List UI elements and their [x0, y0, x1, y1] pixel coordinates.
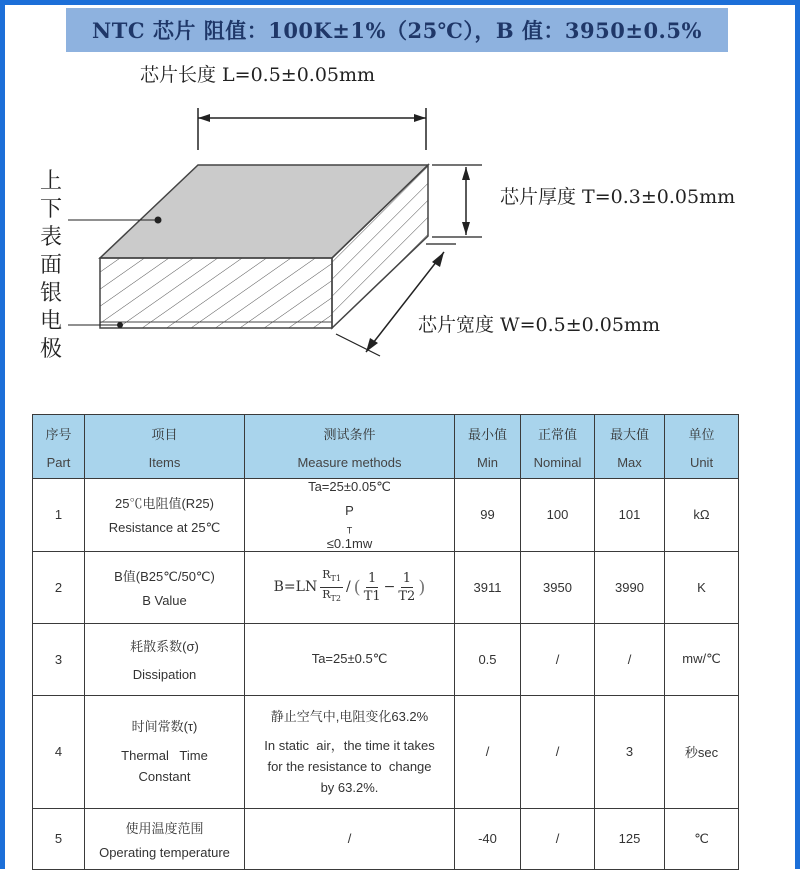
chip-front-face — [100, 258, 332, 328]
electrode-label: 上 下 表 面 银 电 极 — [39, 169, 62, 362]
b-value-formula: B=LN $\frac{R_{T1}}{R_{T2}}$ / ( $\frac{1}{T1}$ − $\frac{1}{T2}$ ) — [245, 551, 455, 623]
header-part: 序号 Part — [33, 415, 85, 479]
spec-table — [32, 414, 739, 870]
header-min: 最小值 Min — [455, 415, 521, 479]
header-methods: 测试条件 Measure methods — [245, 415, 455, 479]
chip-diagram — [0, 60, 800, 390]
length-label: 芯片长度 L=0.5±0.05mm — [140, 64, 376, 86]
table-row: 3 耗散系数(σ) Dissipation Ta=25±0.5℃ 0.5 / / mw/℃ — [33, 623, 739, 695]
width-label: 芯片宽度 W=0.5±0.05mm — [418, 314, 660, 336]
header-nominal: 正常值 Nominal — [521, 415, 595, 479]
header-max: 最大值 Max — [595, 415, 665, 479]
spec-banner: NTC 芯片 阻值：100K±1%（25℃），B 值：3950±0.5% — [66, 8, 728, 52]
table-row: 2 B值(B25℃/50℃) B Value B=LN $\frac{R_{T1}}{R_{T2}}$ / ( $\frac{1}{T1}$ − $\frac{1}{T2}$ ) 3911 3950 3990 K — [33, 551, 739, 623]
table-header-row — [33, 415, 739, 479]
table-row: 4 时间常数(τ) Thermal Time Constant 静止空气中,电阻变化63.2% In static air，the time it takes for the resistance to change by 63.2%. / / 3 秒sec — [33, 695, 739, 808]
thickness-label: 芯片厚度 T=0.3±0.05mm — [500, 186, 736, 208]
table-row: 5 使用温度范围 Operating temperature / -40 / 125 ℃ — [33, 808, 739, 869]
header-items: 项目 Items — [85, 415, 245, 479]
header-unit: 单位 Unit — [665, 415, 739, 479]
table-row: 1 25℃电阻值(R25) Resistance at 25℃ Ta=25±0.05℃ P $_T$ ≤0.1mw 99 100 101 kΩ — [33, 479, 739, 552]
